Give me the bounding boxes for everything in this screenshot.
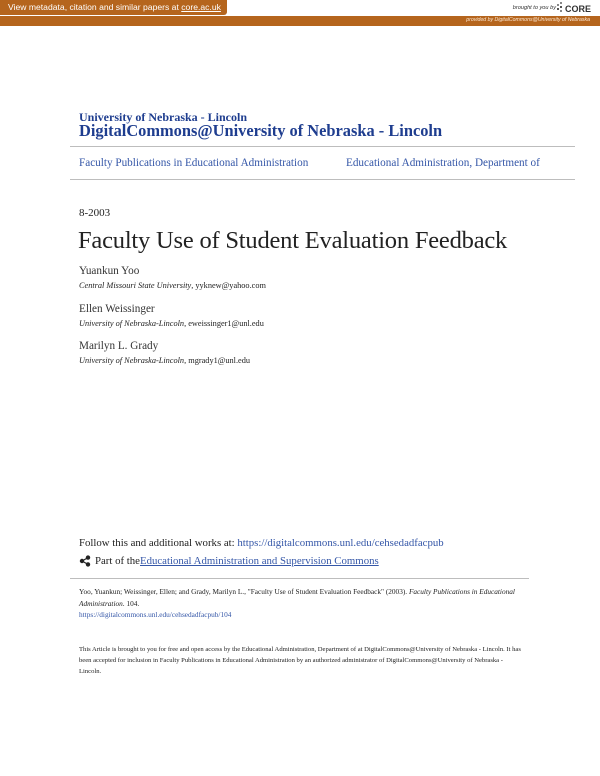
view-metadata-text: View metadata, citation and similar papers at <box>8 2 182 12</box>
institution-name[interactable]: University of Nebraska - Lincoln <box>79 110 247 124</box>
collection-link-department[interactable]: Educational Administration, Department of <box>346 157 540 169</box>
citation-journal: Faculty Publications in Educational Administration <box>79 587 515 608</box>
commons-link[interactable]: Educational Administration and Supervision Commons <box>139 555 379 567</box>
citation-divider <box>70 578 529 579</box>
author-name: Ellen Weissinger <box>79 303 155 315</box>
core-topbar <box>0 0 600 16</box>
author-affiliation <box>79 356 250 365</box>
follow-text: Follow this and additional works at: <box>79 537 238 549</box>
author-affiliation <box>79 281 266 290</box>
article-title: Faculty Use of Student Evaluation Feedback <box>78 227 508 254</box>
header-divider <box>70 146 575 147</box>
follow-link[interactable]: https://digitalcommons.unl.edu/cehsedadfacpub <box>237 537 444 549</box>
provided-by-text: provided by DigitalCommons@University of Nebraska <box>466 17 590 23</box>
provided-by-bar <box>0 16 600 26</box>
affiliation-institution: University of Nebraska-Lincoln <box>79 356 185 365</box>
citation-text: Yoo, Yuankun; Weissinger, Ellen; and Grady, Marilyn L., "Faculty Use of Student Evaluation Feedback" (2003). <box>79 587 409 596</box>
citation-url[interactable]: https://digitalcommons.unl.edu/cehsedadfacpub/104 <box>79 610 232 619</box>
author-name: Marilyn L. Grady <box>79 340 159 352</box>
affiliation-institution: Central Missouri State University <box>79 281 192 290</box>
affiliation-email: , yyknew@yahoo.com <box>191 281 266 290</box>
part-of-line <box>79 555 379 567</box>
affiliation-email: , eweissinger1@unl.edu <box>184 319 264 328</box>
recommended-citation <box>79 586 525 621</box>
core-link[interactable]: core.ac.uk <box>181 2 221 12</box>
share-icon <box>79 555 91 567</box>
repository-name[interactable]: DigitalCommons@University of Nebraska - Lincoln <box>79 121 443 140</box>
affiliation-email: , mgrady1@unl.edu <box>184 356 251 365</box>
follow-line <box>79 537 444 549</box>
part-of-text: Part of the <box>95 555 140 567</box>
citation-suffix: . 104. <box>122 598 140 608</box>
core-logo-mark <box>557 2 562 12</box>
author-name: Yuankun Yoo <box>79 265 140 277</box>
collection-link-faculty-publications[interactable]: Faculty Publications in Educational Administration <box>79 157 309 169</box>
brought-to-you-text: brought to you by <box>512 5 556 11</box>
collections-divider <box>70 179 575 180</box>
core-logo-text: CORE <box>565 4 592 14</box>
affiliation-institution: University of Nebraska-Lincoln <box>79 319 185 328</box>
core-logo-icon[interactable] <box>556 1 594 15</box>
access-notice: This Article is brought to you for free and open access by the Educational Administration, Department of at DigitalCommons@University of Nebraska - Lincoln. It has been accepted for inclusion in Faculty Publications in Educational Administration by an authorized administrator of DigitalCommons@University of Nebraska - Lincoln. <box>79 646 521 675</box>
author-affiliation <box>79 319 264 328</box>
article-date: 8-2003 <box>79 207 111 219</box>
view-metadata-banner <box>0 0 227 15</box>
